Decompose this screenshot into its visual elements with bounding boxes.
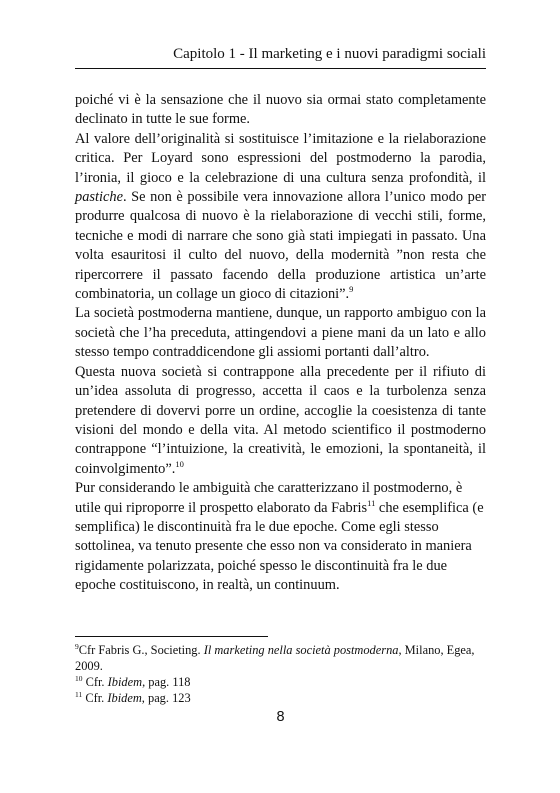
footnote-11-italic-ibidem: Ibidem [107, 691, 142, 705]
footnote-mark-9: 9 [75, 641, 79, 651]
footnote-11 [75, 690, 486, 706]
footnote-10 [75, 674, 486, 690]
footnote-ref-9[interactable]: 9 [349, 284, 354, 295]
running-header: Capitolo 1 - Il marketing e i nuovi paradigmi sociali [173, 46, 486, 62]
paragraph-2-italic-term: pastiche [75, 189, 123, 206]
footnote-mark-10: 10 [75, 673, 83, 683]
footnote-9-text-b: , Milano, Egea, 2009. [75, 643, 475, 673]
footnote-mark-11: 11 [75, 689, 83, 699]
paragraph-1: poiché vi è la sensazione che il nuovo sia ormai stato completamente declinato in tutte le sue forme. [75, 92, 486, 128]
footnote-ref-10[interactable]: 10 [175, 458, 184, 469]
footnote-ref-11[interactable]: 11 [367, 497, 376, 508]
paragraph-2 [75, 130, 486, 305]
page-number: 8 [276, 709, 285, 725]
footnote-10-text-a: Cfr. [82, 675, 108, 689]
footnote-11-text-a: Cfr. [82, 691, 108, 705]
paragraph-2-text-b: . Se non è possibile vera innovazione allora l’unico modo per produrre qualcosa di nuovo è la rielaborazione di vecchi stili, forme, tecniche e modi di narrare che sono già stati impiegati in passato. Una volta esauritosi il culto del nuovo, della modernità ”non resta che ripercorrere il passato facendo della produzione artistica un’arte combinatoria, un collage un gioco di citazioni”. [75, 189, 486, 303]
footnote-11-text-b: , pag. 123 [141, 691, 191, 705]
paragraph-4 [75, 363, 486, 479]
paragraph-4-text: Questa nuova società si contrappone alla precedente per il rifiuto di un’idea assoluta di progresso, accetta il caos e la turbolenza senza pretendere di dovervi porre un ordine, accoglie la coesistenza di tante visioni del mondo e della vita. Al metodo scientifico il postmoderno contrappone “l’intuizione, la creatività, le emozioni, la spontaneità, il coinvolgimento”. [75, 363, 486, 477]
paragraph-5-text-a: Pur considerando le ambiguità che caratterizzano il postmoderno, è utile qui riproporre il prospetto elaborato da Fabris [75, 480, 463, 516]
footnote-10-text-b: , pag. 118 [142, 675, 191, 689]
header-rule [75, 68, 486, 69]
body-text [75, 91, 486, 596]
footnotes [75, 642, 486, 706]
footnote-10-italic-ibidem: Ibidem [107, 675, 143, 689]
paragraph-5-text-b: che esemplifica (e semplifica) le discontinuità fra le due epoche. Come egli stesso sottolinea, va tenuto presente che esso non va considerato in maniera rigidamente polarizzata, poiché spesso le discontinuità fra le due epoche costituiscono, in realtà, un continuum. [75, 499, 484, 594]
paragraph-2-text-a: Al valore dell’originalità si sostituisce l’imitazione e la rielaborazione critica. Per Loyard sono espressioni del postmoderno la parodia, l’ironia, il gioco e la celebrazione di una cultura senza profondità, il [75, 130, 486, 186]
footnote-9 [75, 642, 486, 674]
footnote-9-italic-title: Il marketing nella società postmoderna [203, 643, 399, 657]
footnote-rule [75, 636, 268, 637]
footnote-9-text-a: Cfr Fabris G., Societing. [78, 643, 204, 657]
paragraph-5 [75, 479, 486, 595]
paragraph-3: La società postmoderna mantiene, dunque, un rapporto ambiguo con la società che l’ha preceduta, attingendovi a piene mani da un lato e allo stesso tempo contraddicendone gli assiomi portanti dall’altro. [75, 305, 486, 361]
